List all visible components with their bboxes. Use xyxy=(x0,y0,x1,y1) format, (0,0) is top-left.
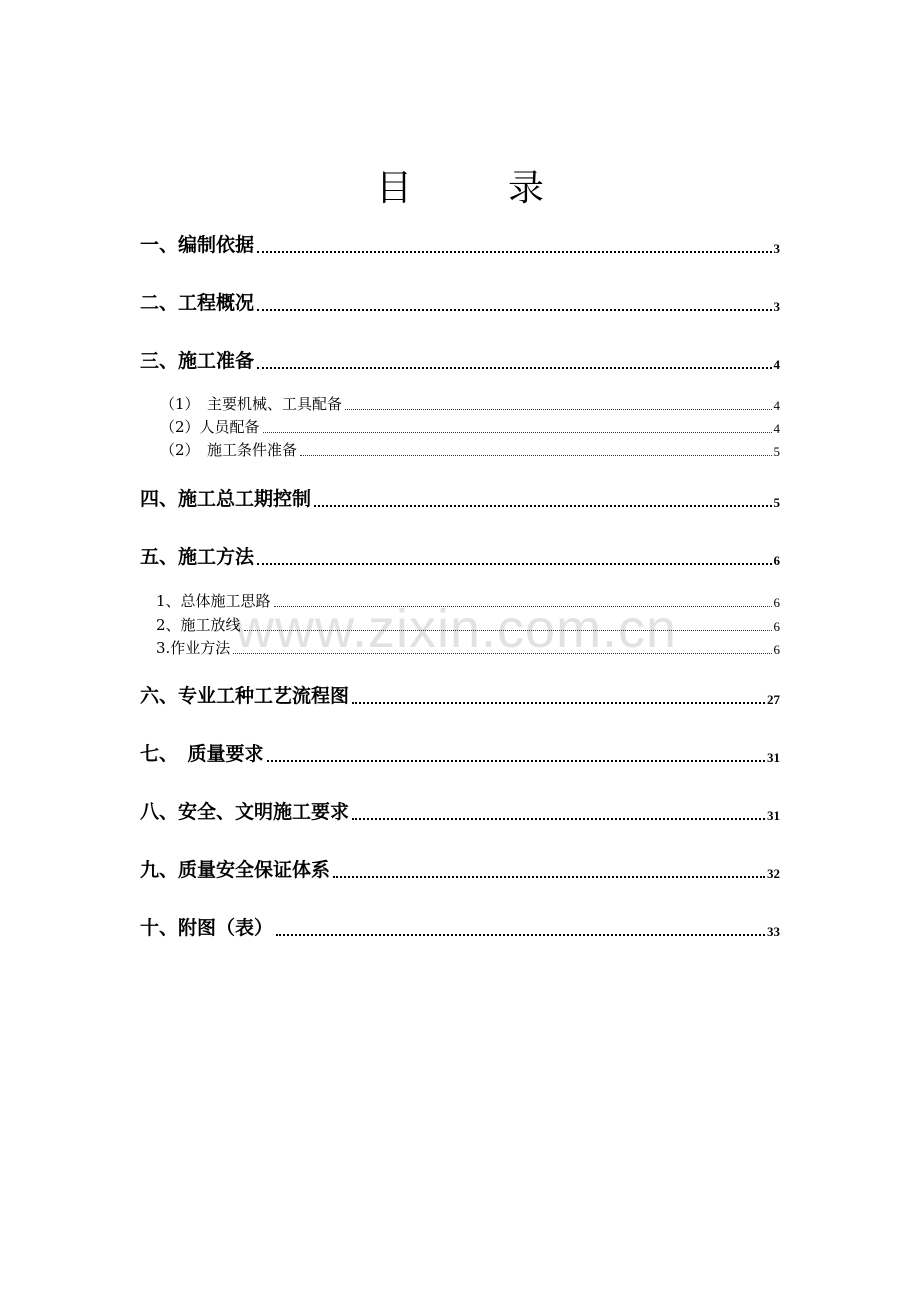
toc-entry-label: 五、施工方法 xyxy=(140,546,255,568)
toc-entry-page: 6 xyxy=(773,642,780,657)
toc-entry[interactable] xyxy=(160,393,780,414)
toc-entry[interactable] xyxy=(156,590,780,611)
toc-leader-dots xyxy=(276,934,765,936)
toc-entry-label: 三、施工准备 xyxy=(140,350,255,372)
toc-leader-dots xyxy=(352,818,765,820)
toc-leader-dots xyxy=(244,630,772,631)
title-char-2: 录 xyxy=(508,168,545,209)
toc-leader-dots xyxy=(300,455,771,456)
toc-entry[interactable] xyxy=(140,797,780,824)
toc-entry-label: （2） 施工条件准备 xyxy=(160,441,298,459)
toc-entry-label: 1、总体施工思路 xyxy=(156,592,271,610)
toc-leader-dots xyxy=(333,876,765,878)
toc-leader-dots xyxy=(274,606,772,607)
toc-entry[interactable] xyxy=(140,230,780,257)
watermark: www.zixin.com.cn xyxy=(235,599,678,659)
toc-entry-page: 4 xyxy=(773,421,780,436)
toc-entry[interactable] xyxy=(140,681,780,708)
toc-entry-label: 八、安全、文明施工要求 xyxy=(140,801,350,823)
toc-leader-dots xyxy=(257,563,771,565)
toc-leader-dots xyxy=(257,251,771,253)
toc-entry[interactable] xyxy=(160,416,780,437)
toc-leader-dots xyxy=(345,409,771,410)
toc-entry-page: 32 xyxy=(767,866,780,881)
toc-entry-label: 四、施工总工期控制 xyxy=(140,488,312,510)
toc-leader-dots xyxy=(233,653,771,654)
toc-entry[interactable] xyxy=(140,855,780,882)
toc-entry[interactable] xyxy=(140,913,780,940)
toc-entry-page: 6 xyxy=(773,619,780,634)
toc-entry-page: 31 xyxy=(767,808,780,823)
toc-entry-label: （2）人员配备 xyxy=(160,418,260,436)
toc-leader-dots xyxy=(263,432,772,433)
toc-entry-page: 6 xyxy=(773,595,780,610)
toc-title xyxy=(0,160,920,211)
toc-entry[interactable] xyxy=(140,346,780,373)
toc-entry[interactable] xyxy=(140,542,780,569)
toc-entry-label: 九、质量安全保证体系 xyxy=(140,859,331,881)
toc-leader-dots xyxy=(257,309,771,311)
toc-entry-label: 3.作业方法 xyxy=(156,639,231,657)
toc-entry-label: 七、 质量要求 xyxy=(140,743,264,765)
toc-entry-page: 4 xyxy=(773,398,780,413)
toc-entry[interactable] xyxy=(156,614,780,635)
toc-entry-label: 2、施工放线 xyxy=(156,616,241,634)
toc-entry-label: （1） 主要机械、工具配备 xyxy=(160,395,343,413)
toc-entry-page: 5 xyxy=(773,495,780,510)
toc-leader-dots xyxy=(257,367,771,369)
toc-entry-page: 33 xyxy=(767,924,780,939)
toc-entry-page: 4 xyxy=(773,357,780,372)
toc-leader-dots xyxy=(267,760,765,762)
toc-entry-page: 31 xyxy=(767,750,780,765)
toc-entry[interactable] xyxy=(140,288,780,315)
toc-entry-page: 5 xyxy=(773,444,780,459)
toc-entry-label: 六、专业工种工艺流程图 xyxy=(140,685,350,707)
toc-leader-dots xyxy=(352,702,765,704)
toc-entry[interactable] xyxy=(140,484,780,511)
toc-entry-page: 27 xyxy=(767,692,780,707)
toc-entry-label: 一、编制依据 xyxy=(140,234,255,256)
title-char-1: 目 xyxy=(375,168,412,209)
toc-entry-page: 3 xyxy=(773,241,780,256)
toc-entry-label: 十、附图（表） xyxy=(140,917,274,939)
toc-leader-dots xyxy=(314,505,771,507)
toc-entry-page: 6 xyxy=(773,553,780,568)
toc-entry-page: 3 xyxy=(773,299,780,314)
toc-entry[interactable] xyxy=(140,739,780,766)
toc-entry[interactable] xyxy=(160,439,780,460)
toc-entry[interactable] xyxy=(156,637,780,658)
toc-entry-label: 二、工程概况 xyxy=(140,292,255,314)
